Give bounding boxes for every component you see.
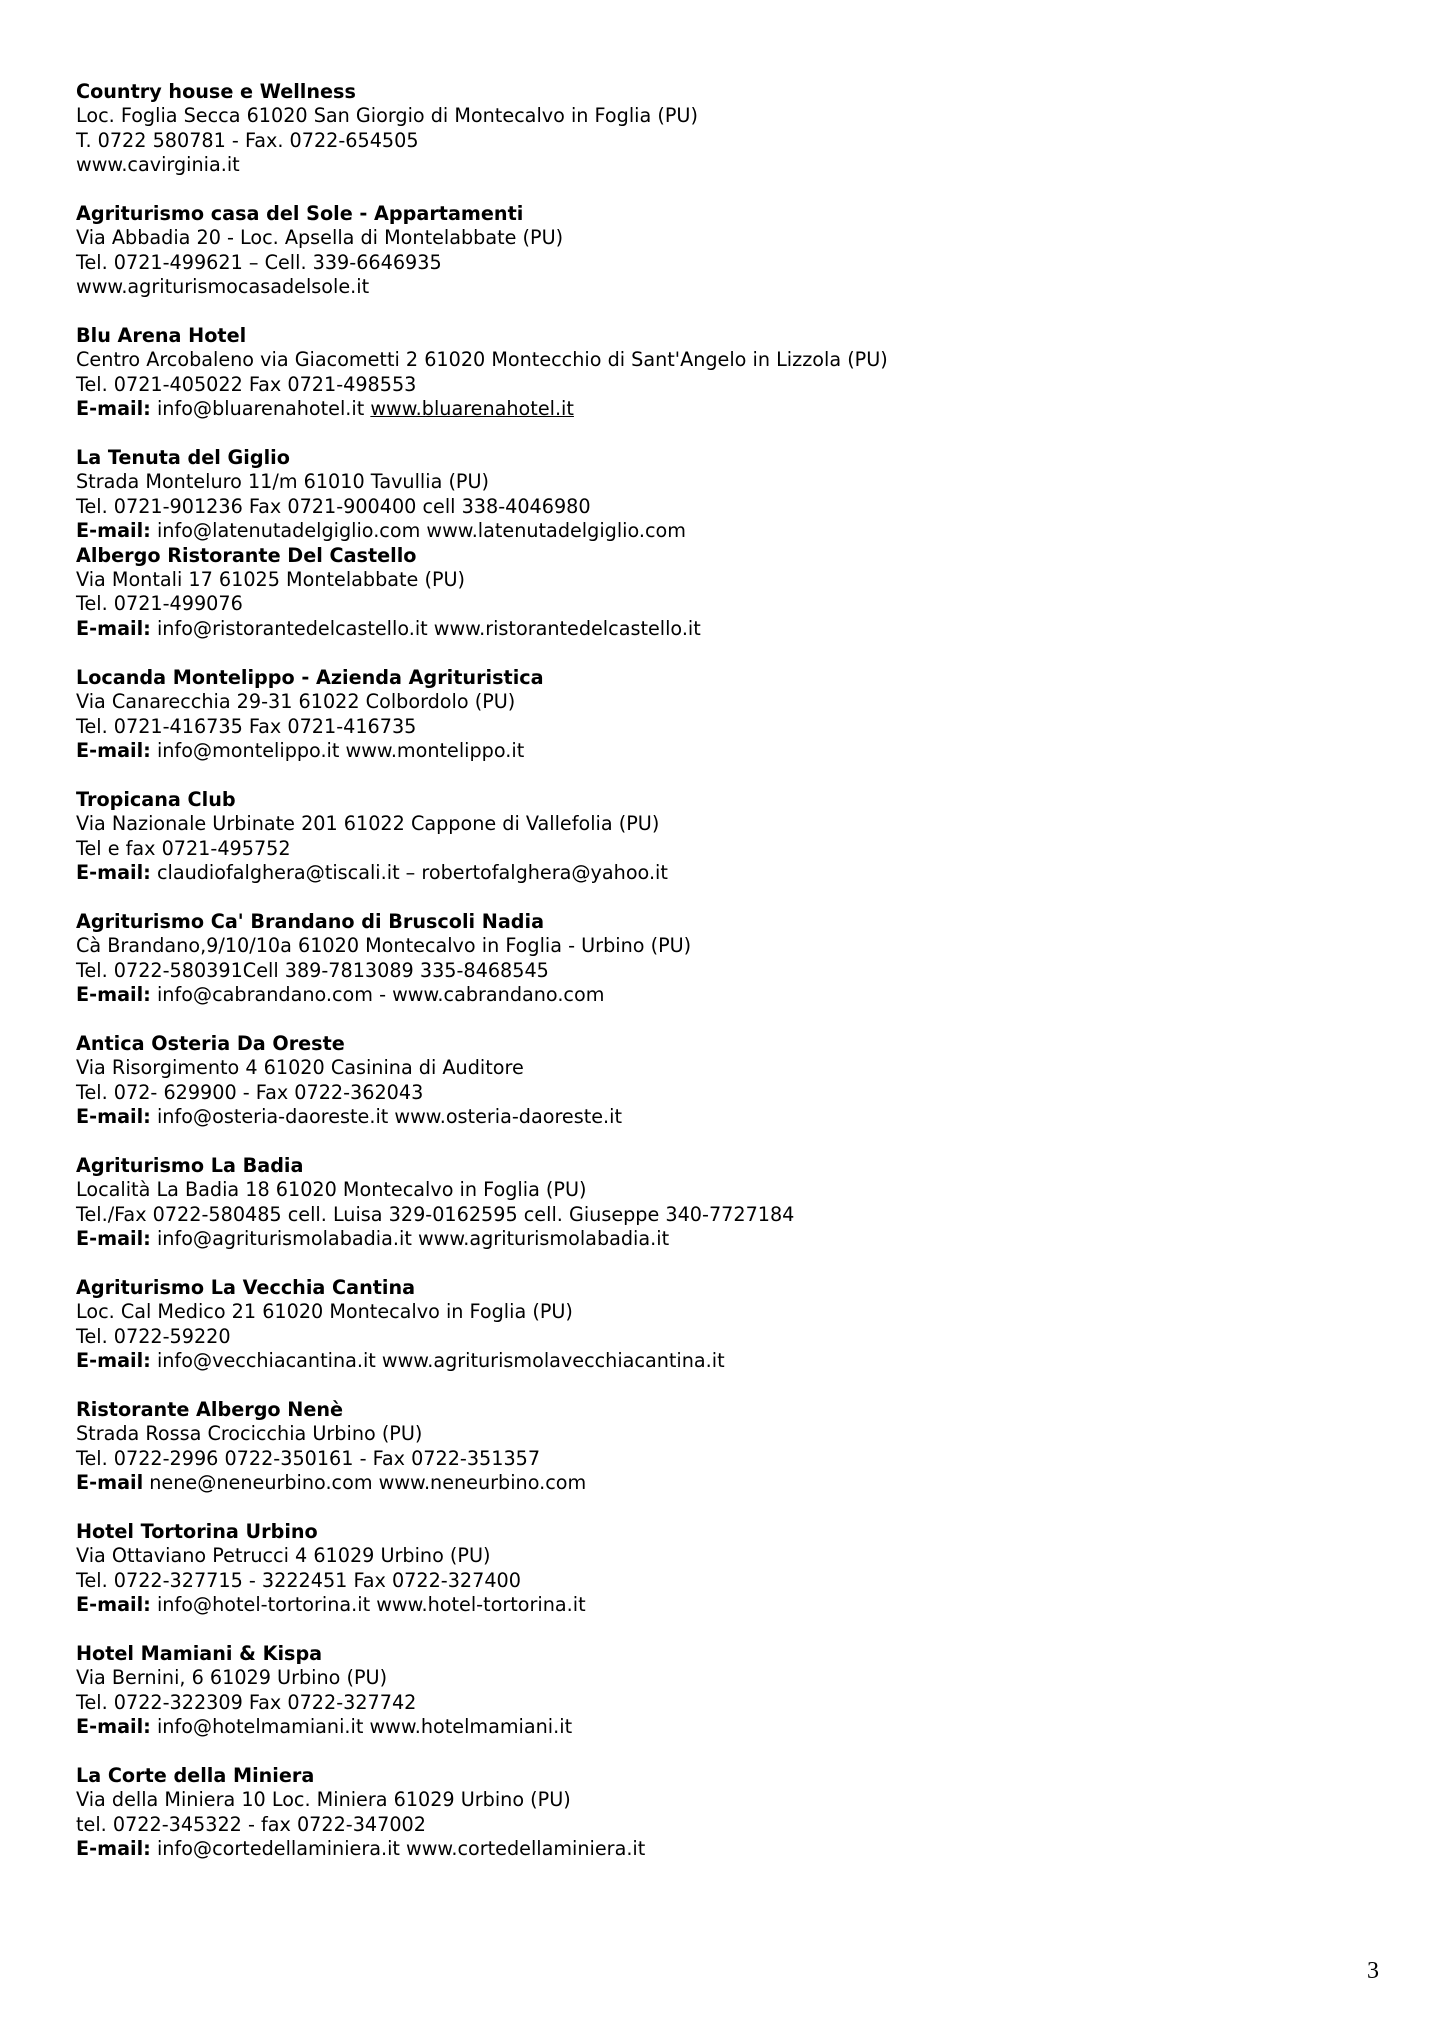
entry-email-line — [76, 861, 1366, 885]
page-number: 3 — [1367, 1958, 1379, 1984]
entry-address: Via della Miniera 10 Loc. Miniera 61029 Urbino (PU) — [76, 1788, 571, 1812]
entry-email-line — [76, 983, 1366, 1007]
listing-entry — [76, 202, 1366, 300]
entry-phone: Tel. 0721-416735 Fax 0721-416735 — [76, 714, 417, 738]
entry-phone: Tel. 0722-2996 0722-350161 - Fax 0722-351357 — [76, 1446, 541, 1470]
email-text: info@latenutadelgiglio.com www.latenutadelgiglio.com — [150, 519, 686, 543]
email-text: claudiofalghera@tiscali.it – robertofalghera@yahoo.it — [150, 860, 668, 884]
listing-entry — [76, 910, 1366, 1008]
email-label: E-mail — [76, 1471, 144, 1494]
entry-phone: Tel. 072- 629900 - Fax 0722-362043 — [76, 1080, 424, 1104]
email-label: E-mail: — [76, 1104, 151, 1128]
email-label: E-mail: — [76, 1226, 151, 1250]
entry-email-line — [76, 397, 1366, 421]
entry-name: Agriturismo Ca' Brandano di Bruscoli Nadia — [76, 909, 545, 933]
listing-entry — [76, 1032, 1366, 1130]
entry-phone: Tel. 0722-59220 — [76, 1324, 231, 1348]
entry-name: La Corte della Miniera — [76, 1763, 315, 1787]
email-label: E-mail: — [76, 519, 151, 543]
email-text: info@vecchiacantina.it www.agriturismolavecchiacantina.it — [150, 1348, 725, 1372]
entry-email-line — [76, 519, 1366, 543]
entry-name: Agriturismo casa del Sole - Appartamenti — [76, 202, 524, 226]
email-text: info@bluarenahotel.it — [150, 397, 371, 421]
entry-email-line — [76, 1349, 1366, 1373]
email-label: E-mail: — [76, 1837, 151, 1861]
entry-name: Hotel Mamiani & Kispa — [76, 1641, 323, 1665]
listing-entry — [76, 1398, 1366, 1496]
entry-phone: Tel. 0721-901236 Fax 0721-900400 cell 338-4046980 — [76, 494, 591, 518]
entry-address: Loc. Foglia Secca 61020 San Giorgio di Montecalvo in Foglia (PU) — [76, 104, 698, 128]
listing-entry — [76, 666, 1366, 764]
entry-name: Ristorante Albergo Nenè — [76, 1397, 344, 1421]
email-text: info@cabrandano.com - www.cabrandano.com — [150, 982, 605, 1006]
entry-name: Blu Arena Hotel — [76, 324, 247, 348]
listing-entry — [76, 80, 1366, 178]
email-text: info@montelippo.it www.montelippo.it — [150, 738, 525, 762]
entry-address: Località La Badia 18 61020 Montecalvo in Foglia (PU) — [76, 1178, 587, 1202]
email-label: E-mail: — [76, 397, 151, 421]
entry-phone: Tel./Fax 0722-580485 cell. Luisa 329-0162595 cell. Giuseppe 340-7727184 — [76, 1202, 795, 1226]
email-label: E-mail: — [76, 982, 151, 1006]
entry-phone: Tel e fax 0721-495752 — [76, 836, 291, 860]
listing-entry — [76, 1276, 1366, 1374]
entry-name: Agriturismo La Badia — [76, 1153, 304, 1177]
entry-address: Via Bernini, 6 61029 Urbino (PU) — [76, 1666, 388, 1690]
email-label: E-mail: — [76, 1348, 151, 1372]
email-label: E-mail: — [76, 860, 151, 884]
entry-website: www.agriturismocasadelsole.it — [76, 275, 370, 299]
entry-email-line — [76, 1837, 1366, 1861]
entry-phone: Tel. 0721-405022 Fax 0721-498553 — [76, 372, 417, 396]
entry-email-line — [76, 1593, 1366, 1617]
listing-entry — [76, 1642, 1366, 1740]
listing-entry — [76, 788, 1366, 886]
entry-name: Antica Osteria Da Oreste — [76, 1031, 345, 1055]
entry-name: Agriturismo La Vecchia Cantina — [76, 1275, 416, 1299]
entry-phone: tel. 0722-345322 - fax 0722-347002 — [76, 1812, 426, 1836]
email-label: E-mail: — [76, 1593, 151, 1617]
listing-page — [76, 80, 1366, 1861]
entry-email-line — [76, 1471, 1366, 1495]
email-text: info@hotelmamiani.it www.hotelmamiani.it — [150, 1715, 573, 1739]
entry-email-line — [76, 1715, 1366, 1739]
entry-name: La Tenuta del Giglio — [76, 446, 290, 470]
entry-name: Locanda Montelippo - Azienda Agrituristica — [76, 665, 544, 689]
entry-email-line — [76, 1227, 1366, 1251]
email-text: info@ristorantedelcastello.it www.ristorantedelcastello.it — [150, 616, 701, 640]
entry-phone: Tel. 0721-499076 — [76, 592, 243, 616]
website-link[interactable]: www.bluarenahotel.it — [370, 397, 574, 421]
entry-address: Via Abbadia 20 - Loc. Apsella di Montelabbate (PU) — [76, 226, 564, 250]
entry-phone: Tel. 0722-580391Cell 389-7813089 335-8468545 — [76, 958, 549, 982]
entry-email-line — [76, 1105, 1366, 1129]
email-text: info@cortedellaminiera.it www.cortedellaminiera.it — [150, 1837, 646, 1861]
entry-phone: Tel. 0721-499621 – Cell. 339-6646935 — [76, 250, 442, 274]
entry-address: Via Risorgimento 4 61020 Casinina di Auditore — [76, 1056, 524, 1080]
email-text: info@agriturismolabadia.it www.agriturismolabadia.it — [150, 1226, 670, 1250]
entry-email-line — [76, 739, 1366, 763]
entry-address: Centro Arcobaleno via Giacometti 2 61020 Montecchio di Sant'Angelo in Lizzola (PU) — [76, 348, 888, 372]
entry-phone: T. 0722 580781 - Fax. 0722-654505 — [76, 128, 419, 152]
entry-address: Cà Brandano,9/10/10a 61020 Montecalvo in Foglia - Urbino (PU) — [76, 934, 692, 958]
entry-address: Loc. Cal Medico 21 61020 Montecalvo in Foglia (PU) — [76, 1300, 573, 1324]
entry-address: Strada Monteluro 11/m 61010 Tavullia (PU) — [76, 470, 490, 494]
entry-name: Hotel Tortorina Urbino — [76, 1519, 318, 1543]
entry-name: Tropicana Club — [76, 787, 236, 811]
listing-entry — [76, 544, 1366, 642]
entry-address: Via Nazionale Urbinate 201 61022 Cappone di Vallefolia (PU) — [76, 812, 660, 836]
entry-address: Via Ottaviano Petrucci 4 61029 Urbino (PU) — [76, 1544, 491, 1568]
entry-name: Country house e Wellness — [76, 80, 356, 103]
entry-address: Strada Rossa Crocicchia Urbino (PU) — [76, 1422, 423, 1446]
entry-address: Via Canarecchia 29-31 61022 Colbordolo (PU) — [76, 690, 516, 714]
listing-entry — [76, 446, 1366, 544]
email-label: E-mail: — [76, 1715, 151, 1739]
listing-entry — [76, 324, 1366, 422]
entry-website: www.cavirginia.it — [76, 153, 240, 177]
listing-entry — [76, 1154, 1366, 1252]
listing-entry — [76, 1520, 1366, 1618]
email-label: E-mail: — [76, 738, 151, 762]
listing-entry — [76, 1764, 1366, 1862]
email-label: E-mail: — [76, 616, 151, 640]
entry-address: Via Montali 17 61025 Montelabbate (PU) — [76, 568, 466, 592]
email-text: info@osteria-daoreste.it www.osteria-daoreste.it — [150, 1104, 623, 1128]
entry-phone: Tel. 0722-327715 - 3222451 Fax 0722-327400 — [76, 1568, 521, 1592]
entry-email-line — [76, 617, 1366, 641]
entry-name: Albergo Ristorante Del Castello — [76, 543, 417, 567]
email-text: info@hotel-tortorina.it www.hotel-tortorina.it — [150, 1593, 586, 1617]
entry-phone: Tel. 0722-322309 Fax 0722-327742 — [76, 1690, 417, 1714]
email-text: nene@neneurbino.com www.neneurbino.com — [143, 1471, 587, 1494]
